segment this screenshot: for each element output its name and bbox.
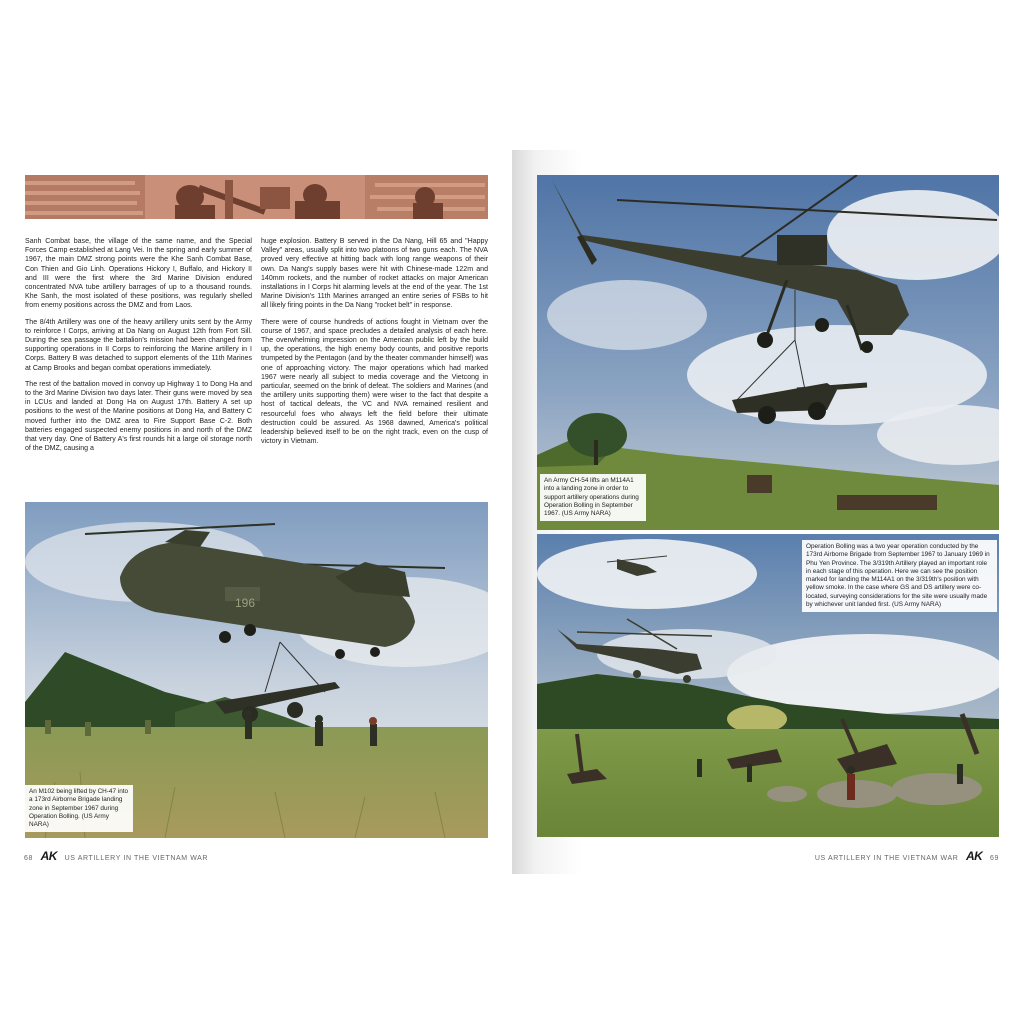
- landing-zone-photo-caption: Operation Bolling was a two year operation conducted by the 173rd Airborne Brigade from September 1967 to January 1969 in Phu Yen Province. The 3/319th Artillery played an important role in each stage of this operation. Here we can see the position marked for landing the M114A1 on the 3/319th's position with yellow smoke. In the case where GS and DS artillery were co-located, surveying considerations for the site were usually made by whichever unit landed first. (US Army NARA): [802, 540, 997, 612]
- text-column-1: [25, 237, 252, 460]
- page-number: 68: [24, 855, 33, 862]
- text-column-2: [261, 237, 488, 453]
- paragraph: The 8/4th Artillery was one of the heavy artillery units sent by the Army to reinforce I Corps, arriving at Da Nang on August 12th from Fort Sill. During the sea passage the battalion's mission had been changed from supporting operations in II Corps to reinforcing the Marine artillery in I Corps. Battery B was detached to support elements of the 11th Marines at Camp Brooks and began combat operations immediately.: [25, 318, 252, 372]
- right-page: [512, 150, 1024, 874]
- running-title: US ARTILLERY IN THE VIETNAM WAR: [64, 855, 209, 862]
- paragraph: Sanh Combat base, the village of the same name, and the Special Forces Camp established at Lang Vei. In the spring and early summer of 1967, the main DMZ strong points were the Khe Sanh Combat Base, Con Thien and Gio Linh. Operations Hickory I, Buffalo, and Hickory II and III were the first where the 3rd Marine Division endured concentrated NVA tube artillery barrages of up to a thousand rounds. Khe Sanh, the most isolated of these positions, was regularly shelled from enemy positions across the DMZ and from Laos.: [25, 238, 252, 310]
- skycrane-photo-caption: An Army CH-54 lifts an M114A1 into a landing zone in order to support artillery operations during Operation Bolling in September 1967. (US Army NARA): [540, 474, 646, 521]
- paragraph: The rest of the battalion moved in convoy up Highway 1 to Dong Ha and to the 3rd Marine Division two days later. Their guns were moved by sea in LCUs and landed at Dong Ha on August 17th. Battery A set up positions to the west of the Marine positions at Dong Ha, and Battery C moved further into the DMZ area to Fire Support Base C-2. Both batteries engaged suspected enemy positions in and north of the DMZ that very day. One of Battery A's first rounds hit a large oil storage north of the DMZ, causing a: [25, 380, 252, 453]
- ak-logo: AK: [966, 849, 983, 863]
- right-footer: [815, 849, 999, 863]
- paragraph: huge explosion. Battery B served in the Da Nang, Hill 65 and "Happy Valley" areas, usually split into two platoons of two guns each. The NVA proved very effective at hitting back with long range weapons of their own. Da Nang's supply bases were hit with Chinese-made 122m and 140mm rockets, and the number of rocket attacks on major American installations in I Corps hit alarming levels at the end of the year. The 1st Marine Division's 11th Marines arranged an entire series of FSBs to hit all likely firing points in the Da Nang "rocket belt" in response.: [261, 238, 488, 310]
- running-title: US ARTILLERY IN THE VIETNAM WAR: [814, 855, 959, 862]
- page-number: 69: [990, 855, 999, 862]
- ak-logo: AK: [40, 849, 57, 863]
- paragraph: There were of course hundreds of actions fought in Vietnam over the course of 1967, and space precludes a detailed analysis of each here. The overwhelming impression on the American public left by the build up, the operations, the high enemy body counts, and positive reports trumpeted by the Pentagon (and by the theater commander himself) was one of approaching victory. The major operations which had marked 1967 were nearly all subject to media coverage and the Vietcong in particular, seemed on the brink of defeat. The soldiers and Marines (and the artillery units supporting them) were wiser to the fact that despite a host of tactical defeats, the VC and NVA remained resilient and resourceful foes who always left the field before their ultimate destruction could be assured. As 1968 dawned, America's political leadership believed itself to be on the right track, even on the cusp of victory in Vietnam.: [261, 318, 488, 446]
- chinook-photo-caption: An M102 being lifted by CH-47 into a 173rd Airborne Brigade landing zone in September 1967 during Operation Bolling. (US Army NARA): [25, 785, 133, 832]
- left-footer: [24, 849, 208, 863]
- header-banner-photo: [25, 175, 488, 219]
- svg-text:196: 196: [235, 596, 256, 610]
